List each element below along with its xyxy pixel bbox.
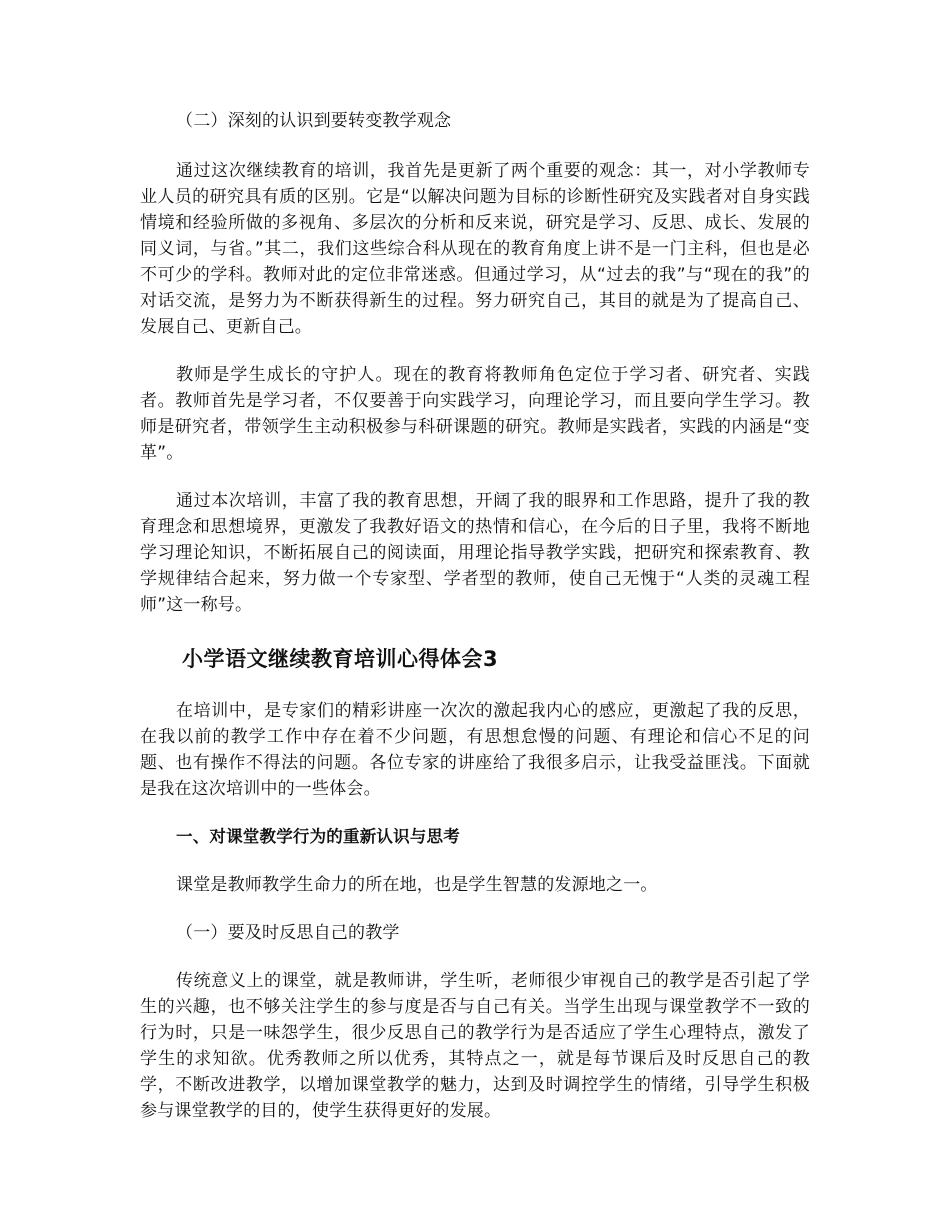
document-title: 小学语文继续教育培训心得体会3 (182, 647, 499, 671)
paragraph-traditional-classroom: 传统意义上的课堂，就是教师讲，学生听，老师很少审视自己的教学是否引起了学生的兴趣，也不够关注学生的参与度是否与自己有关。当学生出现与课堂教学不一致的行为时，只是一味怨学生，很少反思自己的教学行为是否适应了学生心理特点，激发了学生的求知欲。优秀教师之所以优秀，其特点之一，就是每节课后及时反思自己的教学，不断改进教学，以增加课堂教学的魅力，达到及时调控学生的情绪，引导学生积极参与课堂教学的目的，使学生获得更好的发展。 (140, 971, 810, 1121)
paragraph-training-gains: 通过本次培训，丰富了我的教育思想，开阔了我的眼界和工作思路，提升了我的教育理念和思想境界，更激发了我教好语文的热情和信心，在今后的日子里，我将不断地学习理论知识，不断拓展自己的阅读面，用理论指导教学实践，把研究和探索教育、教学规律结合起来，努力做一个专家型、学者型的教师，使自己无愧于“人类的灵魂工程师”这一称号。 (140, 491, 810, 615)
subheading-change-concepts: （二）深刻的认识到要转变教学观念 (176, 111, 452, 131)
subheading-reflect-teaching: （一）要及时反思自己的教学 (176, 923, 400, 943)
paragraph-intro: 在培训中，是专家们的精彩讲座一次次的激起我内心的感应，更激起了我的反思，在我以前的教学工作中存在着不少问题，有思想怠慢的问题、有理论和信心不足的问题、也有操作不得法的问题。各位专家的讲座给了我很多启示，让我受益匪浅。下面就是我在这次培训中的一些体会。 (140, 701, 810, 799)
section-title: 一、对课堂教学行为的重新认识与思考 (176, 827, 460, 846)
paragraph-teacher-role: 教师是学生成长的守护人。现在的教育将教师角色定位于学习者、研究者、实践者。教师首先是学习者，不仅要善于向实践学习，向理论学习，而且要向学生学习。教师是研究者，带领学生主动积极参与科研课题的研究。教师是实践者，实践的内涵是“变革”。 (140, 365, 810, 463)
paragraph-new-concepts: 通过这次继续教育的培训，我首先是更新了两个重要的观念：其一，对小学教师专业人员的研究具有质的区别。它是“以解决问题为目标的诊断性研究及实践者对自身实践情境和经验所做的多视角、多层次的分析和反来说，研究是学习、反思、成长、发展的同义词，与省。”其二，我们这些综合科从现在的教育角度上讲不是一门主科，但也是必不可少的学科。教师对此的定位非常迷惑。但通过学习，从“过去的我”与“现在的我”的对话交流，是努力为不断获得新生的过程。努力研究自己，其目的就是为了提高自己、发展自己、更新自己。 (140, 161, 810, 337)
paragraph-section-lead: 课堂是教师教学生命力的所在地，也是学生智慧的发源地之一。 (176, 875, 658, 895)
